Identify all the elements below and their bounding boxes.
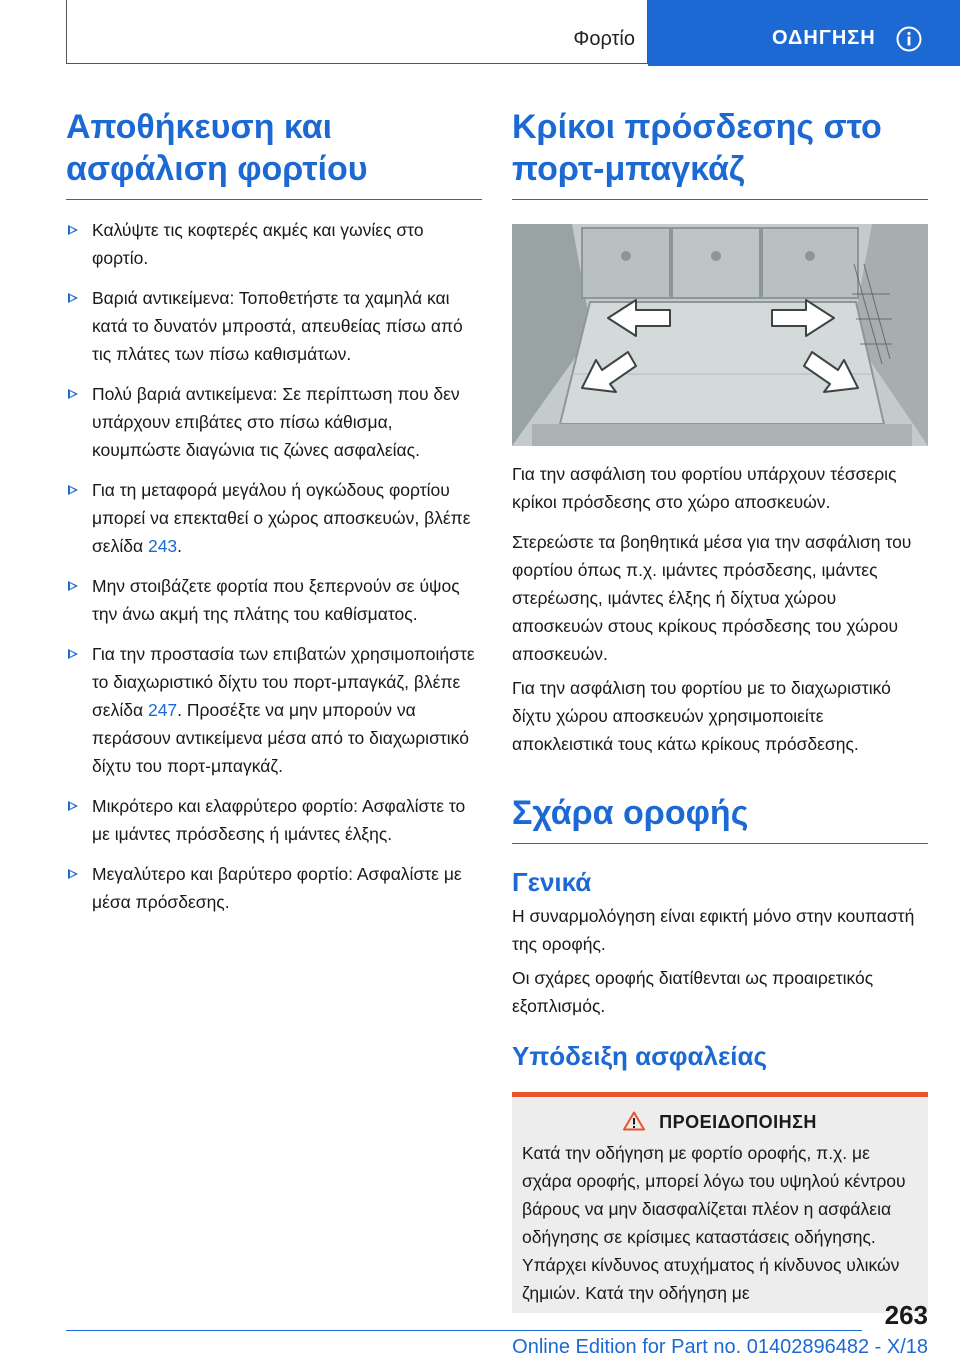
paragraph-rings-net: Για την ασφάλιση του φορτίου με το διαχωριστικό δίχτυ χώρου αποσκευών χρησιμοποιείτε αποκλειστικά τους κάτω κρίκους πρόσδεσης. (512, 678, 891, 754)
cargo-bullet-list (66, 216, 482, 916)
paragraph-rings-count: Για την ασφάλιση του φορτίου υπάρχουν τέσσερις κρίκοι πρόσδεσης στο χώρο αποσκευών. (512, 464, 897, 512)
list-item: Μεγαλύτερο και βαρύτερο φορτίο: Ασφαλίστε με μέσα πρόσδεσης. (66, 860, 482, 916)
info-circle-icon (896, 26, 922, 52)
list-item: Για την προστασία των επιβατών χρησιμοποιήστε το διαχωριστικό δίχτυ του πορτ-μπαγκάζ, βλέπε σελίδα 247. Προσέξτε να μην μπορούν να περάσουν αντικείμενα μέσα από το διαχωριστικό δίχτυ του πορτ-μπαγκάζ. (66, 640, 482, 780)
right-column (512, 106, 928, 1313)
section-title-tie-down-rings: Κρίκοι πρόσδεσης στο πορτ-μπαγκάζ (512, 106, 928, 200)
bullet-triangle-icon (68, 293, 78, 303)
bullet-triangle-icon (68, 225, 78, 235)
list-item: Βαριά αντικείμενα: Τοποθετήστε τα χαμηλά και κατά το δυνατόν μπροστά, απευθείας πίσω από τις πλάτες των πίσω καθισμάτων. (66, 284, 482, 368)
list-item: Για τη μεταφορά μεγάλου ή ογκώδους φορτίου μπορεί να επεκταθεί ο χώρος αποσκευών, βλέπε σελίδα 243. (66, 476, 482, 560)
paragraph-rings-usage: Στερεώστε τα βοηθητικά μέσα για την ασφάλιση του φορτίου όπως π.χ. ιμάντες πρόσδεσης, ιμάντες στερέωσης, ιμάντες έλξης ή δίχτυα χώρου αποσκευών στους κρίκους πρόσδεσης του χώρου αποσκευών. (512, 532, 912, 664)
bullet-triangle-icon (68, 389, 78, 399)
list-item: Μικρότερο και ελαφρύτερο φορτίο: Ασφαλίστε το με ιμάντες πρόσδεσης ή ιμάντες έλξης. (66, 792, 482, 848)
left-column (66, 106, 482, 928)
bullet-triangle-icon (68, 485, 78, 495)
chapter-tab[interactable] (648, 0, 960, 66)
warning-triangle-icon (623, 1111, 645, 1131)
page-number: 263 (884, 1300, 928, 1330)
warning-text: Κατά την οδήγηση με φορτίο οροφής, π.χ. με σχάρα οροφής, μπορεί λόγω του υψηλού κέντρου βάρους να μην διασφαλίζεται πλέον η ασφάλεια οδήγησης σε κρίσιμες καταστάσεις οδήγησης. Υπάρχει κίνδυνος ατυχήματος ή κίνδυνος υλικών ζημιών. Κατά την οδήγηση με (522, 1143, 906, 1303)
page-link-243[interactable]: 243 (147, 536, 178, 556)
warning-heading: ΠΡΟΕΙΔΟΠΟΙΗΣΗ (522, 1111, 918, 1133)
running-header (66, 0, 648, 64)
list-item: Πολύ βαριά αντικείμενα: Σε περίπτωση που δεν υπάρχουν επιβάτες στο πίσω κάθισμα, κουμπώστε διαγώνια τις ζώνες ασφαλείας. (66, 380, 482, 464)
chapter-label: ΟΔΗΓΗΣΗ (772, 27, 876, 49)
subheading-safety-note: Υπόδειξη ασφαλείας (512, 1041, 768, 1071)
list-item: Μην στοιβάζετε φορτία που ξεπερνούν σε ύψος την άνω ακμή της πλάτης του καθίσματος. (66, 572, 482, 628)
list-item: Καλύψτε τις κοφτερές ακμές και γωνίες στο φορτίο. (66, 216, 482, 272)
bullet-triangle-icon (68, 869, 78, 879)
bullet-triangle-icon (68, 801, 78, 811)
subheading-general: Γενικά (512, 867, 592, 897)
warning-box (512, 1092, 928, 1313)
cargo-area-photo (512, 224, 928, 446)
page-link-247[interactable]: 247 (147, 700, 178, 720)
paragraph-mounting: Η συναρμολόγηση είναι εφικτή μόνο στην κουπαστή της οροφής. (512, 906, 915, 954)
bullet-triangle-icon (68, 649, 78, 659)
section-title-roof-rack: Σχάρα οροφής (512, 792, 928, 844)
section-title-cargo: Αποθήκευση και ασφάλιση φορτίου (66, 106, 482, 200)
paragraph-optional: Οι σχάρες οροφής διατίθενται ως προαιρετικός εξοπλισμός. (512, 968, 874, 1016)
section-label: Φορτίο (573, 28, 635, 50)
bullet-triangle-icon (68, 581, 78, 591)
footer-divider (66, 1330, 862, 1331)
edition-note: Online Edition for Part no. 01402896482 - X/18 (512, 1336, 928, 1358)
